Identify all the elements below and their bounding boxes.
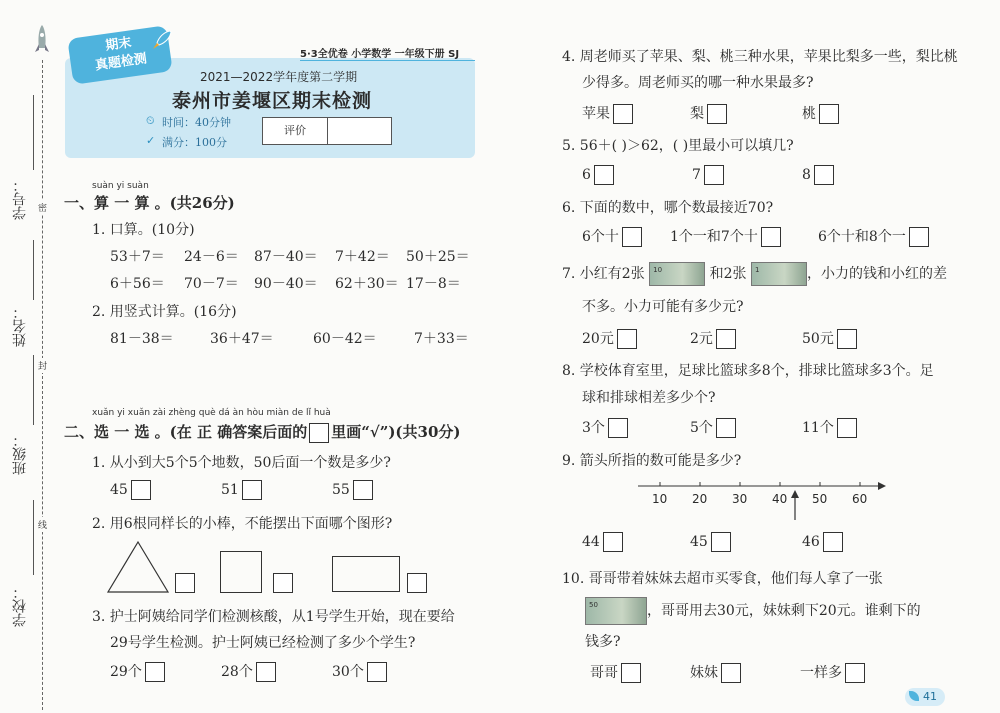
answer-box[interactable] bbox=[704, 165, 724, 185]
q5-option-label: 8 bbox=[802, 167, 811, 183]
vertical-calc-item: 7＋33＝ bbox=[414, 331, 469, 347]
q6-option-label: 1个一和7个十 bbox=[670, 229, 758, 245]
s1-q2: 2. 用竖式计算。(16分) bbox=[92, 304, 237, 320]
q1-option-55[interactable] bbox=[332, 480, 373, 500]
q4-option-label: 梨 bbox=[690, 106, 704, 122]
school-line bbox=[33, 500, 34, 575]
oral-calc-item: 6＋56＝ bbox=[110, 276, 165, 292]
square-shape bbox=[220, 551, 262, 593]
s2-q3-line1: 3. 护士阿姨给同学们检测核酸，从1号学生开始，现在要给 bbox=[92, 609, 455, 625]
q9-option[interactable] bbox=[690, 532, 731, 552]
answer-box-rectangle[interactable] bbox=[407, 573, 427, 593]
tick-label: 30 bbox=[732, 492, 748, 506]
oral-calc-item: 53＋7＝ bbox=[110, 249, 165, 265]
vertical-calc-item: 81－38＝ bbox=[110, 331, 174, 347]
q9-option[interactable] bbox=[802, 532, 843, 552]
clock-icon: ⏲ bbox=[146, 114, 155, 127]
q10-option[interactable] bbox=[590, 662, 641, 683]
class-label: 班级： bbox=[12, 433, 28, 475]
q3-option[interactable] bbox=[221, 661, 276, 682]
oral-calc-item: 24－6＝ bbox=[184, 249, 239, 265]
seal-mark-feng: 封 bbox=[38, 358, 47, 373]
q6-option-label: 6个十 bbox=[582, 229, 619, 245]
answer-box[interactable] bbox=[819, 104, 839, 124]
s2-q5: 5. 56＋( )＞62，( )里最小可以填几? bbox=[562, 138, 794, 154]
rocket-badge-icon bbox=[150, 28, 174, 56]
eval-box bbox=[262, 117, 392, 145]
q10-option[interactable] bbox=[800, 662, 865, 683]
answer-box[interactable] bbox=[131, 480, 151, 500]
q3-option[interactable] bbox=[110, 661, 165, 682]
q6-option[interactable] bbox=[582, 226, 642, 247]
banknote-label: 10 bbox=[653, 266, 663, 274]
check-circle-icon: ✓ bbox=[146, 134, 156, 147]
q9-option-label: 45 bbox=[690, 534, 708, 550]
seal-mark-mi: 密 bbox=[38, 200, 47, 215]
q4-option-label: 桃 bbox=[802, 106, 816, 122]
q8-option-label: 11个 bbox=[802, 420, 834, 436]
oral-calc-item: 50＋25＝ bbox=[406, 249, 470, 265]
q7-option-label: 50元 bbox=[802, 331, 834, 347]
vertical-calc-item: 60－42＝ bbox=[313, 331, 377, 347]
oral-calc-item: 17－8＝ bbox=[406, 276, 461, 292]
tick-label: 10 bbox=[652, 492, 668, 506]
rectangle-shape bbox=[332, 556, 400, 592]
answer-box[interactable] bbox=[814, 165, 834, 185]
q6-option-label: 6个十和8个一 bbox=[818, 229, 906, 245]
q10-text-2: ，哥哥用去30元，妹妹剩下20元。谁剩下的 bbox=[647, 603, 921, 619]
s1-q1: 1. 口算。(10分) bbox=[92, 222, 195, 238]
answer-box-triangle[interactable] bbox=[175, 573, 195, 593]
q3-option-label: 29个 bbox=[110, 664, 142, 680]
triangle-shape bbox=[106, 540, 170, 598]
answer-box[interactable] bbox=[145, 662, 165, 682]
s2-q4-line1: 4. 周老师买了苹果、梨、桃三种水果，苹果比梨多一些，梨比桃 bbox=[562, 49, 958, 65]
q10-option-label: 哥哥 bbox=[590, 665, 618, 681]
q5-option-label: 6 bbox=[582, 167, 591, 183]
q9-option-label: 46 bbox=[802, 534, 820, 550]
answer-box[interactable] bbox=[761, 227, 781, 247]
eval-label: 评价 bbox=[263, 118, 328, 144]
s2-q10-line3: 钱多? bbox=[585, 634, 621, 650]
answer-box[interactable] bbox=[837, 329, 857, 349]
q6-option[interactable] bbox=[670, 226, 781, 247]
rocket-icon bbox=[34, 24, 50, 58]
answer-box[interactable] bbox=[707, 104, 727, 124]
banknote-label: 50 bbox=[589, 601, 598, 609]
q7-option-label: 20元 bbox=[582, 331, 614, 347]
s2-q4-line2: 少得多。周老师买的哪一种水果最多? bbox=[582, 75, 814, 91]
q1-option-label: 55 bbox=[332, 482, 350, 498]
q8-option[interactable] bbox=[802, 417, 857, 438]
q4-option[interactable] bbox=[690, 103, 727, 124]
oral-calc-item: 62＋30＝ bbox=[335, 276, 399, 292]
s2-title-a: 二、选 一 选 。(在 正 确答案后面的 bbox=[64, 423, 308, 441]
q7-option-label: 2元 bbox=[690, 331, 713, 347]
q7-text-b: 和2张 bbox=[709, 266, 747, 282]
answer-box[interactable] bbox=[353, 480, 373, 500]
q3-option-label: 28个 bbox=[221, 664, 253, 680]
s2-q2: 2. 用6根同样长的小棒，不能摆出下面哪个图形? bbox=[92, 516, 393, 532]
page-number: 41 bbox=[923, 690, 937, 703]
page-number-badge bbox=[905, 688, 945, 706]
q4-option-label: 苹果 bbox=[582, 106, 610, 122]
answer-box[interactable] bbox=[622, 227, 642, 247]
student-number-line bbox=[33, 95, 34, 170]
answer-box[interactable] bbox=[721, 663, 741, 683]
q3-option-label: 30个 bbox=[332, 664, 364, 680]
q7-text-c: ，小力的钱和小红的差 bbox=[807, 266, 947, 282]
student-number-label: 学号： bbox=[12, 178, 28, 220]
class-line bbox=[33, 355, 34, 425]
s2-title bbox=[64, 421, 461, 443]
q8-option-label: 3个 bbox=[582, 420, 605, 436]
s2-q10-line1: 10. 哥哥带着妹妹去超市买零食，他们每人拿了一张 bbox=[562, 571, 883, 587]
series-info: 5·3全优卷 小学数学 一年级下册 SJ bbox=[300, 49, 460, 60]
exam-score: 满分：100分 bbox=[162, 136, 227, 149]
banknote-50-image bbox=[585, 597, 647, 625]
tick-label: 20 bbox=[692, 492, 708, 506]
answer-box[interactable] bbox=[716, 418, 736, 438]
binding-dash-line bbox=[42, 60, 43, 710]
number-line bbox=[638, 476, 888, 524]
answer-box[interactable] bbox=[613, 104, 633, 124]
name-label: 姓名： bbox=[12, 305, 28, 347]
exam-time: 时间：40分钟 bbox=[162, 116, 231, 129]
q5-option[interactable] bbox=[582, 165, 614, 185]
s2-q8-line2: 球和排球相差多少个? bbox=[582, 390, 716, 406]
answer-box[interactable] bbox=[256, 662, 276, 682]
answer-box[interactable] bbox=[621, 663, 641, 683]
leaf-icon bbox=[909, 691, 919, 701]
s2-title-box bbox=[309, 423, 329, 443]
oral-calc-item: 87－40＝ bbox=[254, 249, 318, 265]
answer-box[interactable] bbox=[242, 480, 262, 500]
tick-label: 50 bbox=[812, 492, 828, 506]
q7-text-a: 7. 小红有2张 bbox=[562, 266, 645, 282]
number-line-svg bbox=[638, 476, 888, 524]
s2-q8-line1: 8. 学校体育室里，足球比篮球多8个，排球比篮球多3个。足 bbox=[562, 363, 934, 379]
s2-q3-line2: 29号学生检测。护士阿姨已经检测了多少个学生? bbox=[110, 635, 416, 651]
s2-q10-line2 bbox=[585, 597, 921, 625]
badge-line-1: 期末 bbox=[104, 35, 133, 54]
oral-calc-item: 7＋42＝ bbox=[335, 249, 390, 265]
term-label: 2021—2022学年度第二学期 bbox=[200, 70, 358, 84]
q9-option[interactable] bbox=[582, 532, 623, 552]
banknote-1-image bbox=[751, 262, 807, 286]
q10-option-label: 妹妹 bbox=[690, 665, 718, 681]
q7-option[interactable] bbox=[582, 328, 637, 349]
school-label: 学校： bbox=[12, 585, 28, 627]
q5-option[interactable] bbox=[802, 165, 834, 185]
tick-label: 40 bbox=[772, 492, 788, 506]
s1-title: 一、算 一 算 。(共26分) bbox=[64, 194, 235, 212]
q8-option[interactable] bbox=[690, 417, 736, 438]
q3-option[interactable] bbox=[332, 661, 387, 682]
q1-option-51[interactable] bbox=[221, 480, 262, 500]
answer-box[interactable] bbox=[716, 329, 736, 349]
answer-box-square[interactable] bbox=[273, 573, 293, 593]
oral-calc-item: 70－7＝ bbox=[184, 276, 239, 292]
q6-option[interactable] bbox=[818, 226, 929, 247]
q10-option[interactable] bbox=[690, 662, 741, 683]
s2-q7-line1 bbox=[562, 262, 947, 286]
s2-q7-line2: 不多。小力可能有多少元? bbox=[582, 299, 744, 315]
oral-calc-item: 90－40＝ bbox=[254, 276, 318, 292]
answer-box[interactable] bbox=[909, 227, 929, 247]
q7-option[interactable] bbox=[802, 328, 857, 349]
s1-pinyin: suàn yi suàn bbox=[92, 181, 149, 191]
s2-q1: 1. 从小到大5个5个地数，50后面一个数是多少? bbox=[92, 455, 391, 471]
answer-box[interactable] bbox=[603, 532, 623, 552]
badge-line-2: 真题检测 bbox=[94, 51, 148, 74]
answer-box[interactable] bbox=[367, 662, 387, 682]
answer-box[interactable] bbox=[594, 165, 614, 185]
header-rule bbox=[300, 60, 475, 61]
q5-option[interactable] bbox=[692, 165, 724, 185]
answer-box[interactable] bbox=[617, 329, 637, 349]
q1-option-label: 51 bbox=[221, 482, 239, 498]
banknote-10-image bbox=[649, 262, 705, 286]
s2-pinyin: xuǎn yi xuǎn zài zhèng què dá àn hòu miàn de lǐ huà bbox=[92, 408, 331, 418]
banknote-label: 1 bbox=[755, 266, 760, 274]
q1-option-45[interactable] bbox=[110, 480, 151, 500]
q8-option-label: 5个 bbox=[690, 420, 713, 436]
answer-box[interactable] bbox=[823, 532, 843, 552]
s2-q6: 6. 下面的数中，哪个数最接近70? bbox=[562, 200, 774, 216]
q1-option-label: 45 bbox=[110, 482, 128, 498]
answer-box[interactable] bbox=[837, 418, 857, 438]
q9-option-label: 44 bbox=[582, 534, 600, 550]
q10-option-label: 一样多 bbox=[800, 665, 842, 681]
tick-label: 60 bbox=[852, 492, 868, 506]
vertical-calc-item: 36＋47＝ bbox=[210, 331, 274, 347]
s2-title-b: 里画“√”)(共30分) bbox=[331, 423, 461, 441]
q8-option[interactable] bbox=[582, 417, 628, 438]
answer-box[interactable] bbox=[845, 663, 865, 683]
answer-box[interactable] bbox=[711, 532, 731, 552]
exam-title: 泰州市姜堰区期末检测 bbox=[172, 90, 373, 112]
q4-option[interactable] bbox=[802, 103, 839, 124]
q4-option[interactable] bbox=[582, 103, 633, 124]
q7-option[interactable] bbox=[690, 328, 736, 349]
s2-q9: 9. 箭头所指的数可能是多少? bbox=[562, 453, 742, 469]
q5-option-label: 7 bbox=[692, 167, 701, 183]
name-line bbox=[33, 240, 34, 300]
answer-box[interactable] bbox=[608, 418, 628, 438]
seal-mark-xian: 线 bbox=[38, 517, 47, 532]
